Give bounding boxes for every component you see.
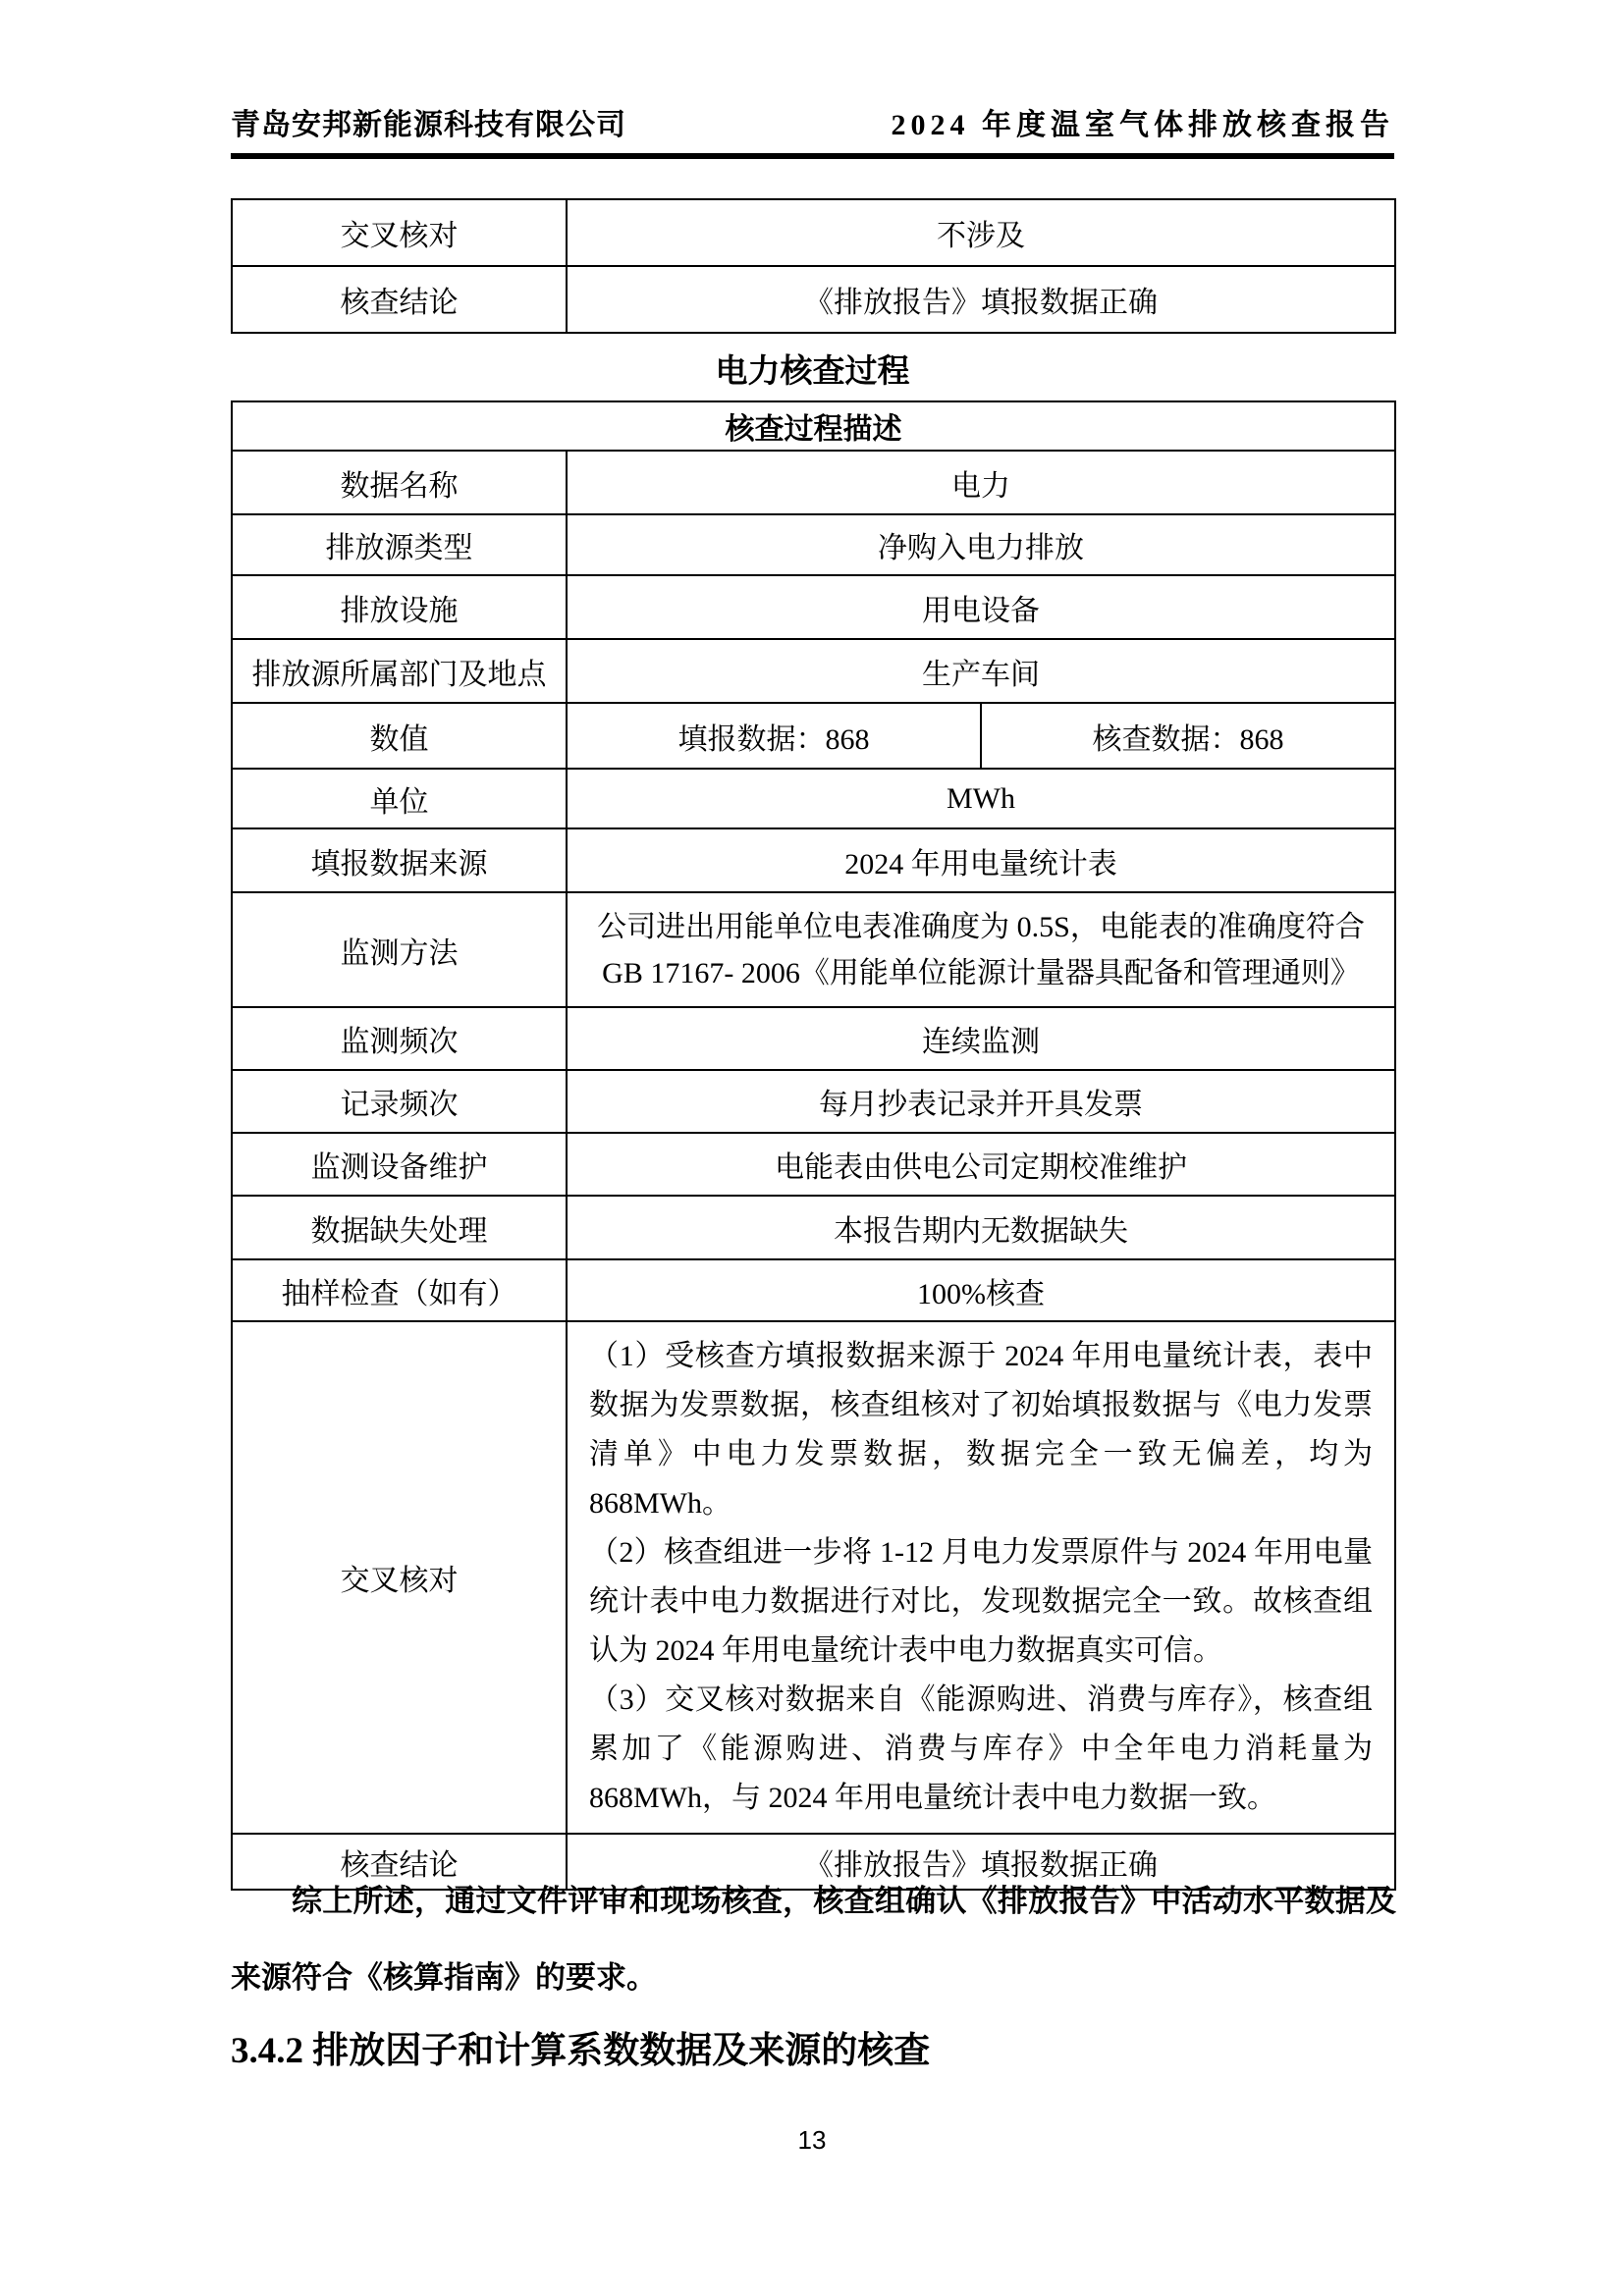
report-title: 2024 年度温室气体排放核查报告 — [891, 109, 1394, 141]
cross-check-paragraph: （1）受核查方填报数据来源于 2024 年用电量统计表，表中数据为发票数据，核查组核对了初始填报数据与《电力发票清单》中电力发票数据，数据完全一致无偏差，均为 868MWh。 — [589, 1340, 1373, 1520]
row-value: 净购入电力排放 — [567, 514, 1395, 575]
page-number: 13 — [797, 2125, 827, 2155]
table-row — [232, 828, 1395, 892]
row-value: 100%核查 — [567, 1259, 1395, 1321]
section-heading: 3.4.2 排放因子和计算系数数据及来源的核查 — [231, 2031, 931, 2071]
row-value: 公司进出用能单位电表准确度为 0.5S，电能表的准确度符合 GB 17167- 2006《用能单位能源计量器具配备和管理通则》 — [567, 892, 1395, 1007]
row-label: 交叉核对 — [232, 1321, 567, 1834]
cross-check-paragraph: （2）核查组进一步将 1-12 月电力发票原件与 2024 年用电量统计表中电力数据进行对比，发现数据完全一致。故核查组认为 2024 年用电量统计表中电力数据真实可信。 — [589, 1536, 1373, 1667]
closing-paragraph: 综上所述，通过文件评审和现场核查，核查组确认《排放报告》中活动水平数据及来源符合《核算指南》的要求。 — [231, 1884, 1396, 1995]
table-row — [232, 1196, 1395, 1259]
row-label: 记录频次 — [232, 1070, 567, 1133]
row-label: 排放源类型 — [232, 514, 567, 575]
process-table — [231, 400, 1396, 1891]
section-title: 电力核查过程 — [715, 354, 910, 390]
table-row — [232, 639, 1395, 703]
row-value: 电力 — [567, 451, 1395, 514]
value-verified: 核查数据：868 — [981, 703, 1395, 769]
row-label: 数据缺失处理 — [232, 1196, 567, 1259]
row-value: 本报告期内无数据缺失 — [567, 1196, 1395, 1259]
table-row — [232, 1007, 1395, 1070]
table-row — [232, 199, 1395, 266]
row-label: 监测频次 — [232, 1007, 567, 1070]
table-row — [232, 703, 1395, 769]
row-label: 数值 — [232, 703, 567, 769]
row-label: 监测设备维护 — [232, 1133, 567, 1196]
row-label: 交叉核对 — [232, 199, 567, 266]
row-value: 《排放报告》填报数据正确 — [567, 266, 1395, 333]
table-row — [232, 451, 1395, 514]
page-header — [231, 100, 1394, 159]
table-row — [232, 1259, 1395, 1321]
row-label: 核查结论 — [232, 1834, 567, 1890]
row-value: 不涉及 — [567, 199, 1395, 266]
table-row — [232, 514, 1395, 575]
row-label: 监测方法 — [232, 892, 567, 1007]
value-reported: 填报数据：868 — [567, 703, 981, 769]
table-row — [232, 892, 1395, 1007]
table-row — [232, 769, 1395, 828]
row-label: 排放设施 — [232, 575, 567, 639]
table-header-row — [232, 401, 1395, 451]
row-label: 排放源所属部门及地点 — [232, 639, 567, 703]
row-label: 单位 — [232, 769, 567, 828]
cross-check-paragraph: （3）交叉核对数据来自《能源购进、消费与库存》，核查组累加了《能源购进、消费与库存》中全年电力消耗量为 868MWh，与 2024 年用电量统计表中电力数据一致。 — [589, 1683, 1373, 1814]
row-value: 连续监测 — [567, 1007, 1395, 1070]
cross-check-cell — [567, 1321, 1395, 1834]
row-value: 《排放报告》填报数据正确 — [567, 1834, 1395, 1890]
table-row — [232, 1070, 1395, 1133]
row-label: 数据名称 — [232, 451, 567, 514]
table-row — [232, 1133, 1395, 1196]
row-value: 生产车间 — [567, 639, 1395, 703]
row-value: 电能表由供电公司定期校准维护 — [567, 1133, 1395, 1196]
company-name: 青岛安邦新能源科技有限公司 — [231, 109, 626, 141]
table-header: 核查过程描述 — [232, 401, 1395, 451]
row-value: MWh — [567, 769, 1395, 828]
summary-table — [231, 198, 1396, 334]
table-row — [232, 1321, 1395, 1834]
table-row — [232, 575, 1395, 639]
row-value: 每月抄表记录并开具发票 — [567, 1070, 1395, 1133]
table-row — [232, 266, 1395, 333]
row-label: 抽样检查（如有） — [232, 1259, 567, 1321]
row-label: 核查结论 — [232, 266, 567, 333]
row-value: 用电设备 — [567, 575, 1395, 639]
row-value: 2024 年用电量统计表 — [567, 828, 1395, 892]
row-label: 填报数据来源 — [232, 828, 567, 892]
